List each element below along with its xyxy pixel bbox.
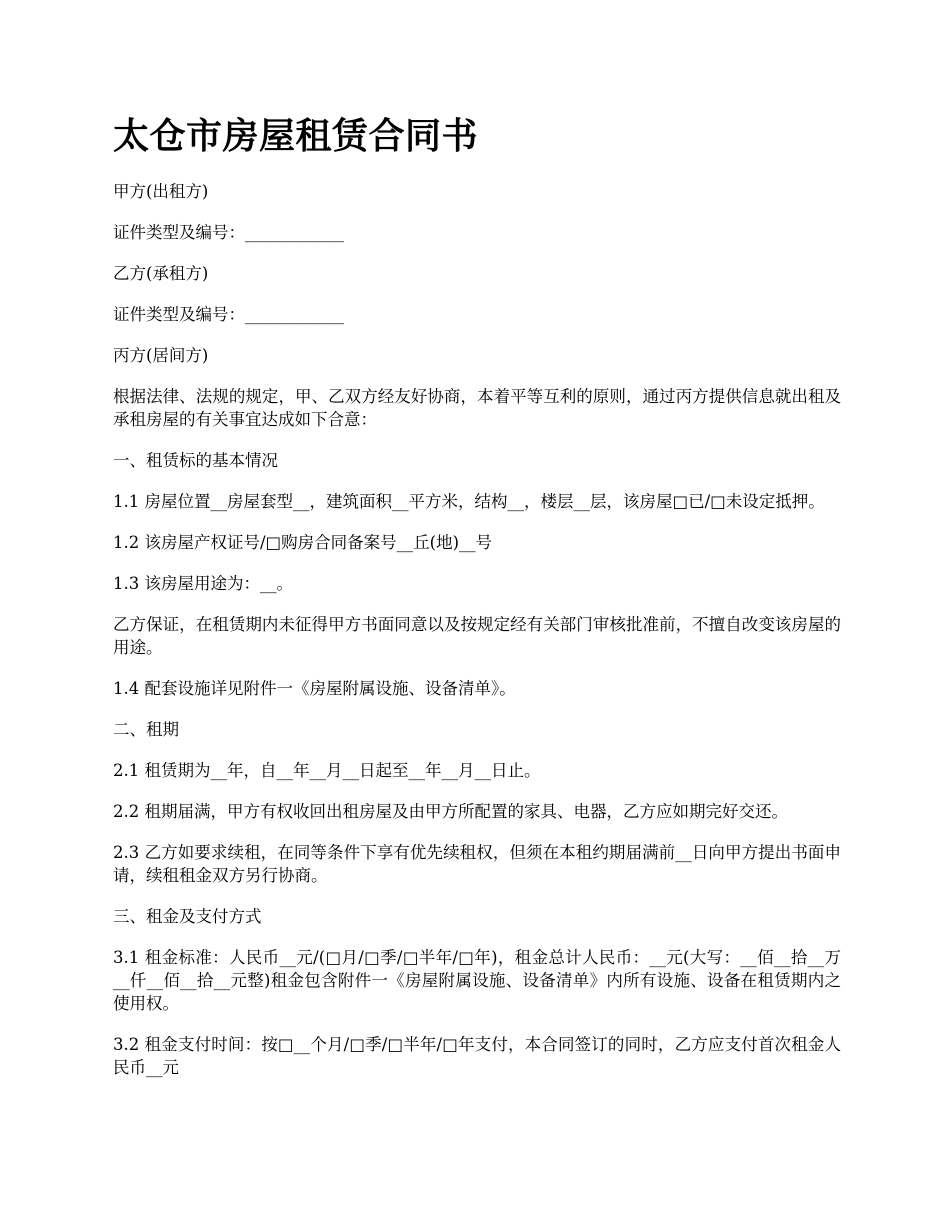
clause-3-2: 3.2 租金支付时间：按□__个月/□季/□半年/□年支付，本合同签订的同时，乙方应支付首次租金人民币__元 (113, 1035, 841, 1077)
preamble-paragraph: 根据法律、法规的规定，甲、乙双方经友好协商，本着平等互利的原则，通过丙方提供信息就出租及承租房屋的有关事宜达成如下合意： (113, 387, 841, 429)
clause-2-3: 2.3 乙方如要求续租，在同等条件下享有优先续租权，但须在本租约期届满前__日向甲方提出书面申请，续租租金双方另行协商。 (113, 843, 841, 885)
clause-1-4: 1.4 配套设施详见附件一《房屋附属设施、设备清单》。 (113, 679, 516, 698)
party-b-label: 乙方(承租方) (113, 264, 209, 283)
clause-2-1: 2.1 租赁期为__年，自__年__月__日起至__年__月__日止。 (113, 761, 541, 780)
party-a-label: 甲方(出租方) (113, 182, 209, 201)
document-page (113, 112, 841, 1097)
clause-1-2: 1.2 该房屋产权证号/□购房合同备案号__丘(地)__号 (113, 533, 493, 552)
clause-1-3-note: 乙方保证，在租赁期内未征得甲方书面同意以及按规定经有关部门审核批准前，不擅自改变该房屋的用途。 (113, 615, 841, 657)
party-b-id-field: 证件类型及编号：____________ (113, 305, 344, 324)
party-c-label: 丙方(居间方) (113, 346, 209, 365)
section-heading-3: 三、租金及支付方式 (113, 907, 262, 926)
clause-3-1: 3.1 租金标准：人民币__元/(□月/□季/□半年/□年)，租金总计人民币：__元(大写：__佰__拾__万__仟__佰__拾__元整)租金包含附件一《房屋附属设施、设备清单》内所有设施、设备在租赁期内之使用权。 (113, 948, 841, 1013)
clause-1-1: 1.1 房屋位置__房屋套型__，建筑面积__平方米，结构__，楼层__层，该房屋□已/□未设定抵押。 (113, 492, 825, 511)
clause-1-3: 1.3 该房屋用途为：__。 (113, 574, 293, 593)
section-heading-1: 一、租赁标的基本情况 (113, 451, 278, 470)
party-a-id-field: 证件类型及编号：____________ (113, 223, 344, 242)
clause-2-2: 2.2 租期届满，甲方有权收回出租房屋及由甲方所配置的家具、电器，乙方应如期完好交还。 (113, 802, 788, 821)
document-title: 太仓市房屋租赁合同书 (113, 115, 479, 157)
section-heading-2: 二、租期 (113, 720, 179, 739)
